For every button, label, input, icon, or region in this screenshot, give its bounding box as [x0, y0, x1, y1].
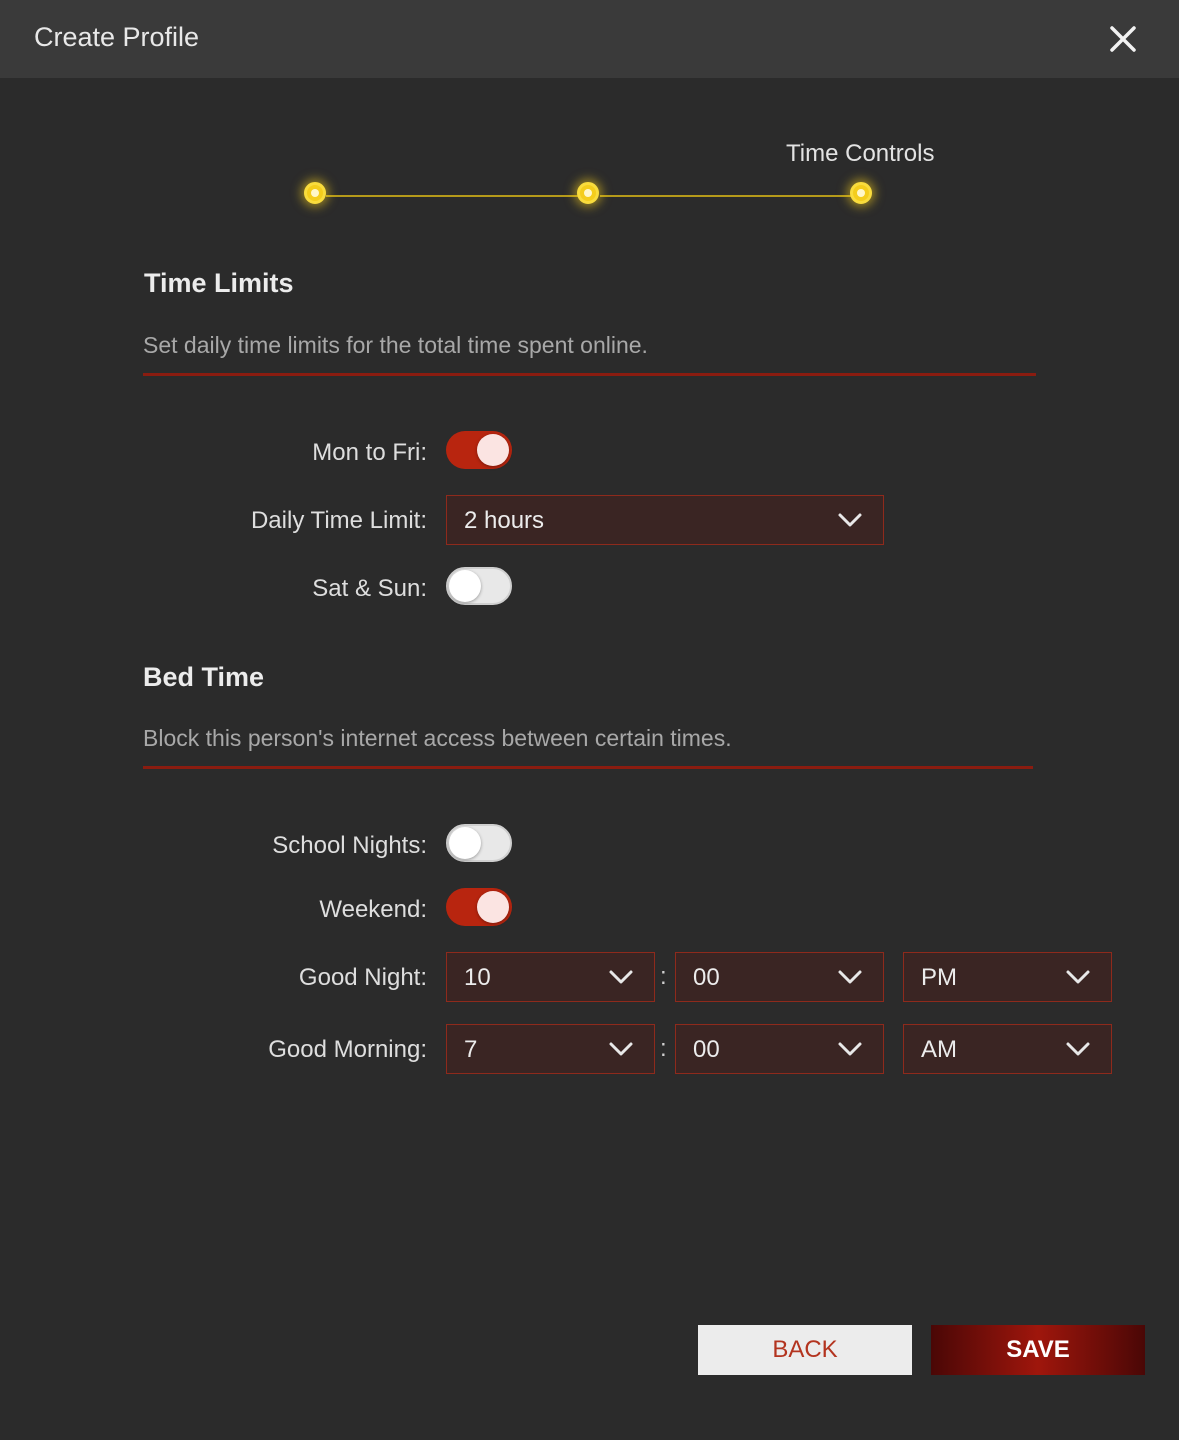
toggle-knob: [477, 891, 509, 923]
chevron-down-icon: [837, 968, 863, 986]
daily-time-limit-value: 2 hours: [464, 507, 545, 534]
bed-time-title: Bed Time: [143, 662, 265, 692]
good-morning-ampm-select[interactable]: [903, 1024, 1112, 1074]
good-night-ampm-value: PM: [921, 964, 957, 991]
good-morning-minute-select[interactable]: [675, 1024, 884, 1074]
back-button[interactable]: BACK: [698, 1325, 912, 1375]
chevron-down-icon: [837, 1040, 863, 1058]
good-night-minute-select[interactable]: [675, 952, 884, 1002]
school-nights-label: School Nights:: [272, 832, 427, 859]
toggle-knob: [449, 827, 481, 859]
bed-time-description: Block this person's internet access between certain times.: [143, 725, 732, 751]
school-nights-toggle[interactable]: [446, 824, 512, 862]
good-night-hour-select[interactable]: [446, 952, 655, 1002]
dialog-title: Create Profile: [34, 22, 200, 52]
time-limits-title: Time Limits: [144, 268, 294, 298]
time-separator: :: [660, 1035, 667, 1062]
good-morning-ampm-value: AM: [921, 1036, 957, 1063]
good-morning-hour-value: 7: [464, 1036, 478, 1063]
good-morning-hour-select[interactable]: [446, 1024, 655, 1074]
weekend-label: Weekend:: [319, 896, 427, 923]
save-button[interactable]: SAVE: [931, 1325, 1145, 1375]
progress-stepper: [0, 0, 1179, 240]
chevron-down-icon: [1065, 968, 1091, 986]
good-morning-label: Good Morning:: [268, 1036, 427, 1063]
good-morning-minute-value: 00: [693, 1036, 720, 1063]
mon-fri-label: Mon to Fri:: [312, 439, 427, 466]
toggle-knob: [449, 570, 481, 602]
good-night-ampm-select[interactable]: [903, 952, 1112, 1002]
toggle-knob: [477, 434, 509, 466]
bed-time-divider: [143, 766, 1033, 769]
time-separator: :: [660, 963, 667, 990]
stepper-dot-1: [304, 182, 326, 204]
chevron-down-icon: [608, 1040, 634, 1058]
stepper-dot-2: [577, 182, 599, 204]
stepper-active-label: Time Controls: [786, 140, 935, 167]
chevron-down-icon: [608, 968, 634, 986]
daily-time-limit-select[interactable]: [446, 495, 884, 545]
good-night-hour-value: 10: [464, 964, 491, 991]
chevron-down-icon: [837, 511, 863, 529]
time-limits-description: Set daily time limits for the total time spent online.: [143, 332, 648, 358]
good-night-label: Good Night:: [298, 964, 427, 991]
stepper-line-1: [326, 195, 578, 197]
mon-fri-toggle[interactable]: [446, 431, 512, 469]
stepper-line-2: [600, 195, 852, 197]
weekend-toggle[interactable]: [446, 888, 512, 926]
stepper-dot-3: [850, 182, 872, 204]
sat-sun-toggle[interactable]: [446, 567, 512, 605]
sat-sun-label: Sat & Sun:: [312, 575, 427, 602]
time-limits-divider: [143, 373, 1036, 376]
daily-time-limit-label: Daily Time Limit:: [250, 507, 427, 534]
good-night-minute-value: 00: [693, 964, 720, 991]
chevron-down-icon: [1065, 1040, 1091, 1058]
